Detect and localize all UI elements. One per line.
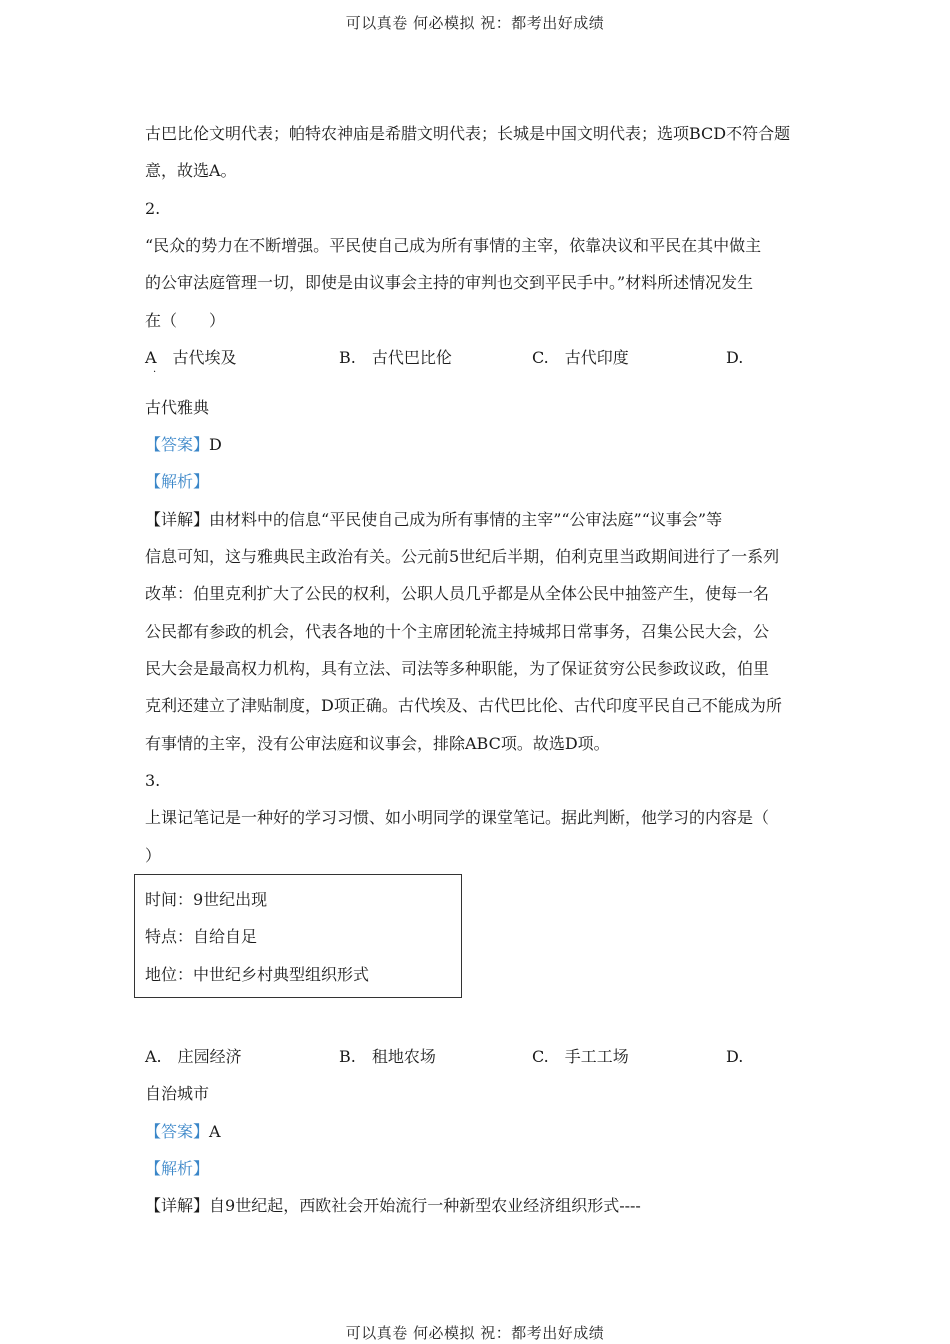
q2-detail-line: 信息可知，这与雅典民主政治有关。公元前5世纪后半期，伯利克里当政期间进行了一系列: [145, 547, 780, 566]
note-line-status: 地位：中世纪乡村典型组织形式: [145, 965, 370, 984]
question-2-stem-line: “民众的势力在不断增强。平民使自己成为所有事情的主宰，依靠决议和平民在其中做主: [145, 236, 762, 255]
q2-detail-line: 改革：伯里克利扩大了公民的权利，公职人员几乎都是从全体公民中抽签产生，使每一名: [145, 584, 770, 603]
q3-answer: [145, 1122, 221, 1142]
q2-option-d-text: 古代雅典: [145, 398, 210, 417]
q2-analysis-label: 【解析】: [145, 472, 210, 491]
q2-detail-line: 民大会是最高权力机构，具有立法、司法等多种职能，为了保证贫穷公民参政议政，伯里: [145, 659, 770, 678]
q2-option-b: B. 古代巴比伦: [339, 348, 452, 367]
q1-explanation-line: 古巴比伦文明代表；帕特农神庙是希腊文明代表；长城是中国文明代表；选项BCD不符合题: [145, 124, 791, 143]
q3-option-c: C. 手工工场: [532, 1047, 629, 1066]
q2-option-c: C. 古代印度: [532, 348, 629, 367]
detail-label: 【详解】: [145, 510, 210, 529]
answer-label: 【答案】: [145, 1122, 210, 1141]
q3-detail-line: [145, 1196, 641, 1216]
q2-option-a: A 古代埃及: [145, 348, 237, 367]
question-2-stem-line: 的公审法庭管理一切，即使是由议事会主持的审判也交到平民手中。”材料所述情况发生: [145, 273, 754, 292]
question-3-number: 3.: [145, 771, 161, 790]
q2-detail-line: 公民都有参政的机会，代表各地的十个主席团轮流主持城邦日常事务，召集公民大会，公: [145, 622, 770, 641]
page-footer: 可以真卷 何必模拟 祝：都考出好成绩: [345, 1324, 605, 1342]
note-line-time: 时间：9世纪出现: [145, 890, 268, 909]
q2-option-d-label: D.: [726, 348, 744, 367]
question-2-number: 2.: [145, 199, 161, 218]
q3-option-d-label: D.: [726, 1047, 744, 1066]
q3-option-d-text: 自治城市: [145, 1084, 210, 1103]
detail-text: 自9世纪起，西欧社会开始流行一种新型农业经济组织形式----: [209, 1196, 641, 1215]
detail-text: 由材料中的信息“平民使自己成为所有事情的主宰”“公审法庭”“议事会”等: [209, 510, 723, 529]
answer-value: A: [209, 1122, 221, 1141]
question-3-stem-line: 上课记笔记是一种好的学习习惯、如小明同学的课堂笔记。据此判断，他学习的内容是（: [145, 808, 770, 827]
q2-detail-line: [145, 510, 722, 530]
page-header: 可以真卷 何必模拟 祝：都考出好成绩: [345, 14, 605, 32]
q2-option-a-dot: ·: [153, 367, 157, 378]
q1-explanation-line: 意，故选A。: [145, 161, 237, 180]
q2-answer: [145, 435, 222, 455]
detail-label: 【详解】: [145, 1196, 210, 1215]
q3-option-b: B. 租地农场: [339, 1047, 436, 1066]
question-3-stem-line: ）: [145, 846, 162, 865]
answer-value: D: [209, 435, 222, 454]
q2-detail-line: 克利还建立了津贴制度，D项正确。古代埃及、古代巴比伦、古代印度平民自己不能成为所: [145, 696, 782, 715]
answer-label: 【答案】: [145, 435, 210, 454]
q3-analysis-label: 【解析】: [145, 1159, 210, 1178]
note-line-feature: 特点：自给自足: [145, 927, 258, 946]
q2-detail-line: 有事情的主宰，没有公审法庭和议事会，排除ABC项。故选D项。: [145, 734, 610, 753]
question-2-stem-line: 在（ ）: [145, 311, 226, 330]
q3-option-a: A. 庄园经济: [145, 1047, 242, 1066]
